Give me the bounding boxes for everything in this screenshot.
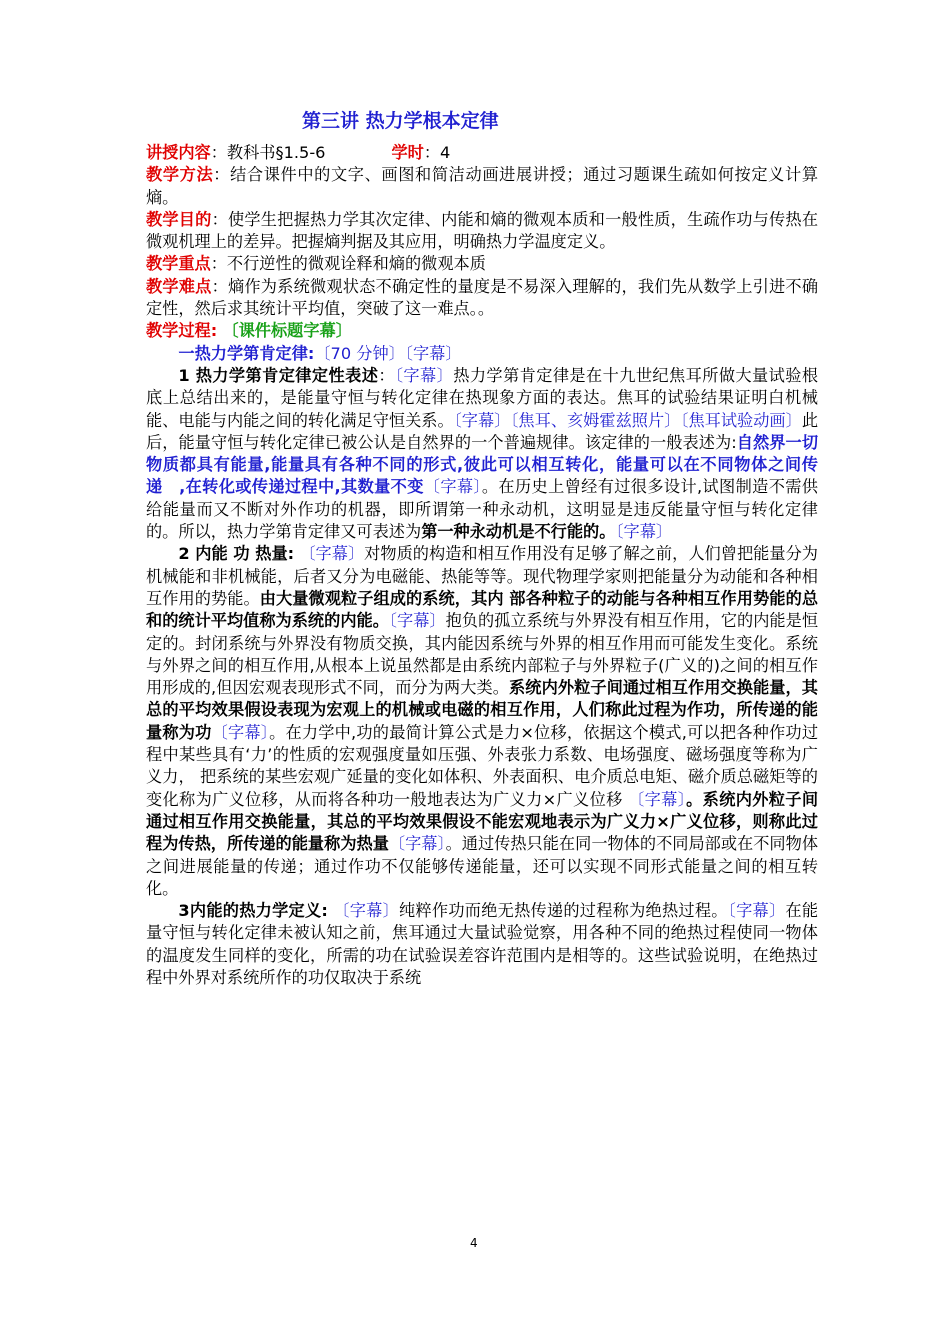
- paragraph-2: [146, 543, 818, 900]
- p2-caption-1: 〔字幕〕: [299, 544, 365, 564]
- hours-value: ：4: [423, 143, 451, 162]
- content-value: ：教科书§1.5-6: [210, 143, 326, 162]
- section1-time: 〔70 分钟〕: [314, 343, 405, 363]
- p2-bold-3: 。系统内外粒子间通过相互作用交换能量，其总的平均效果假设不能宏观地表示为广义力×广义位移，则称此过程为传热，所传递的能量称为热量: [146, 789, 819, 854]
- meta-content-line: [146, 142, 818, 164]
- difficult-value: ：熵作为系统微观状态不确定性的量度是不易深入理解的，我们先从数学上引进不确定性，然后求其统计平均值，突破了这一难点。。: [146, 276, 819, 319]
- method-value: ：结合课件中的文字、画图和简洁动画进展讲授；通过习题课生疏如何按定义计算熵。: [146, 165, 819, 207]
- meta-method-line: [146, 164, 818, 209]
- meta-difficult-line: [146, 276, 818, 321]
- content-label: 讲授内容: [146, 143, 211, 162]
- p2-bold-1: 由大量微观粒子组成的系统，其内 部各种粒子的动能与各种相互作用势能的总和的统计平均值称为系统的内能。: [146, 588, 819, 631]
- p1-caption-2: 〔字幕〕〔焦耳、亥姆霍兹照片〕〔焦耳试验动画〕: [453, 410, 802, 430]
- method-label: 教学方法: [146, 165, 214, 185]
- process-value: 〔课件标题字幕〕: [222, 321, 352, 341]
- p2-caption-2: 〔字幕〕: [388, 611, 446, 631]
- p2-bold-2: 系统内外粒子间通过相互作用交换能量，其总的平均效果假设表现为宏观上的机械或电磁的相互作用，人们称此过程为作功，所传递的能量称为功: [146, 678, 818, 742]
- p2-caption-5: 〔字幕〕: [388, 834, 446, 854]
- p1-text-1: 热力学第肯定律是在十九世纪焦耳所做大量试验根底上总结出来的，是能量守恒与转化定律在热现象方面的表达。焦耳的试验结果证明白机械能、电能与内能之间的转化满足守恒关系。: [146, 365, 819, 430]
- section1-heading: 一热力学第肯定律:: [178, 343, 315, 363]
- process-label: 教学过程:: [146, 321, 218, 341]
- section1-heading-line: [146, 343, 818, 365]
- hours-label: 学时: [391, 143, 424, 162]
- p1-emphasis: 自然界一切物质都具有能量,能量具有各种不同的形式,彼此可以相互转化，能量可以在不同物体之间传递 ,在转化或传递过程中,其数量不变: [146, 432, 819, 497]
- meta-goal-line: [146, 209, 818, 254]
- meta-key-line: [146, 253, 818, 275]
- p1-bold-1: 第一种永动机是不行能的。: [421, 522, 616, 542]
- p1-heading: 1 热力学第肯定律定性表述: [178, 365, 379, 385]
- p3-caption-2: 〔字幕〕: [727, 901, 786, 921]
- p2-text-3: 。在力学中,功的最简计算公式是力×位移，依据这个模式,可以把各种作功过程中某些具有‘力’的性质的宏观强度量如压强、外表张力系数、电场强度、磁场强度等称为广义力， 把系统的某些宏观广延量的变化如体积、外表面积、电介质总电矩、磁介质总磁矩等的变化称为广义位移，从而将各种功一般地表达为广义力×广义位移: [146, 722, 819, 809]
- section1-caption: 〔字幕〕: [404, 343, 462, 363]
- p1-caption-4: 〔字幕〕: [615, 522, 673, 542]
- goal-label: 教学目的: [146, 209, 212, 229]
- p3-caption-1: 〔字幕〕: [333, 901, 400, 921]
- meta-process-line: [146, 320, 818, 342]
- p1-colon: ：: [378, 365, 395, 385]
- paragraph-1: [146, 365, 818, 543]
- key-label: 教学重点: [146, 254, 211, 274]
- p2-caption-3: 〔字幕〕: [211, 722, 270, 742]
- p2-heading: 2 内能 功 热量:: [178, 544, 295, 564]
- p1-text-2: 此后，能量守恒与转化定律已被公认是自然界的一个普遍规律。该定律的一般表述为:: [146, 410, 818, 452]
- p2-text-1: 对物质的构造和相互作用没有足够了解之前，人们曾把能量分为机械能和非机械能，后者又分为电磁能、热能等等。现代物理学家则把能量分为动能和各种相互作用的势能。: [146, 544, 818, 608]
- key-value: ：不行逆性的微观诠释和熵的微观本质: [210, 254, 486, 274]
- p3-text-2: 在能量守恒与转化定律未被认知之前，焦耳通过大量试验觉察，用各种不同的绝热过程使同一物体的温度发生同样的变化，所需的功在试验误差容许范围内是相等的。这些试验说明，在绝热过程中外界对系统所作的功仅取决于系统: [146, 901, 819, 987]
- p3-text-1: 纯粹作功而绝无热传递的过程称为绝热过程。: [399, 901, 728, 921]
- p1-caption-3: 〔字幕〕: [423, 477, 482, 497]
- p2-text-4: 。通过传热只能在同一物体的不同局部或在不同物体之间进展能量的传递；通过作功不仅能够传递能量，还可以实现不同形式能量之间的相互转化。: [146, 834, 819, 898]
- page-number: 4: [470, 1236, 478, 1250]
- p3-heading: 3内能的热力学定义:: [178, 901, 328, 921]
- goal-value: ：使学生把握热力学其次定律、内能和熵的微观本质和一般性质，生疏作功与传热在微观机理上的差异。把握熵判据及其应用，明确热力学温度定义。: [146, 209, 819, 252]
- p1-caption-1: 〔字幕〕: [394, 365, 454, 385]
- paragraph-3: [146, 900, 818, 989]
- p2-text-2: 抱负的孤立系统与外界没有相互作用，它的内能是恒定的。封闭系统与外界没有物质交换，其内能因系统与外界的相互作用而可能发生变化。系统与外界之间的相互作用,从根本上说虽然都是由系统内部粒子与外界粒子(广义的)之间的相互作用形成的,但因宏观表现形式不同，而分为两大类。: [146, 611, 819, 698]
- p1-text-3: 。在历史上曾经有过很多设计,试图制造不需供给能量而又不断对外作功的机器，即所谓第一种永动机，这明显是违反能量守恒与转化定律的。所以，热力学第肯定律又可表述为: [146, 477, 818, 542]
- document-body: [146, 142, 818, 989]
- difficult-label: 教学难点: [146, 276, 212, 296]
- page-title: 第三讲 热力学根本定律: [302, 110, 499, 132]
- p2-caption-4: 〔字幕〕: [628, 789, 687, 809]
